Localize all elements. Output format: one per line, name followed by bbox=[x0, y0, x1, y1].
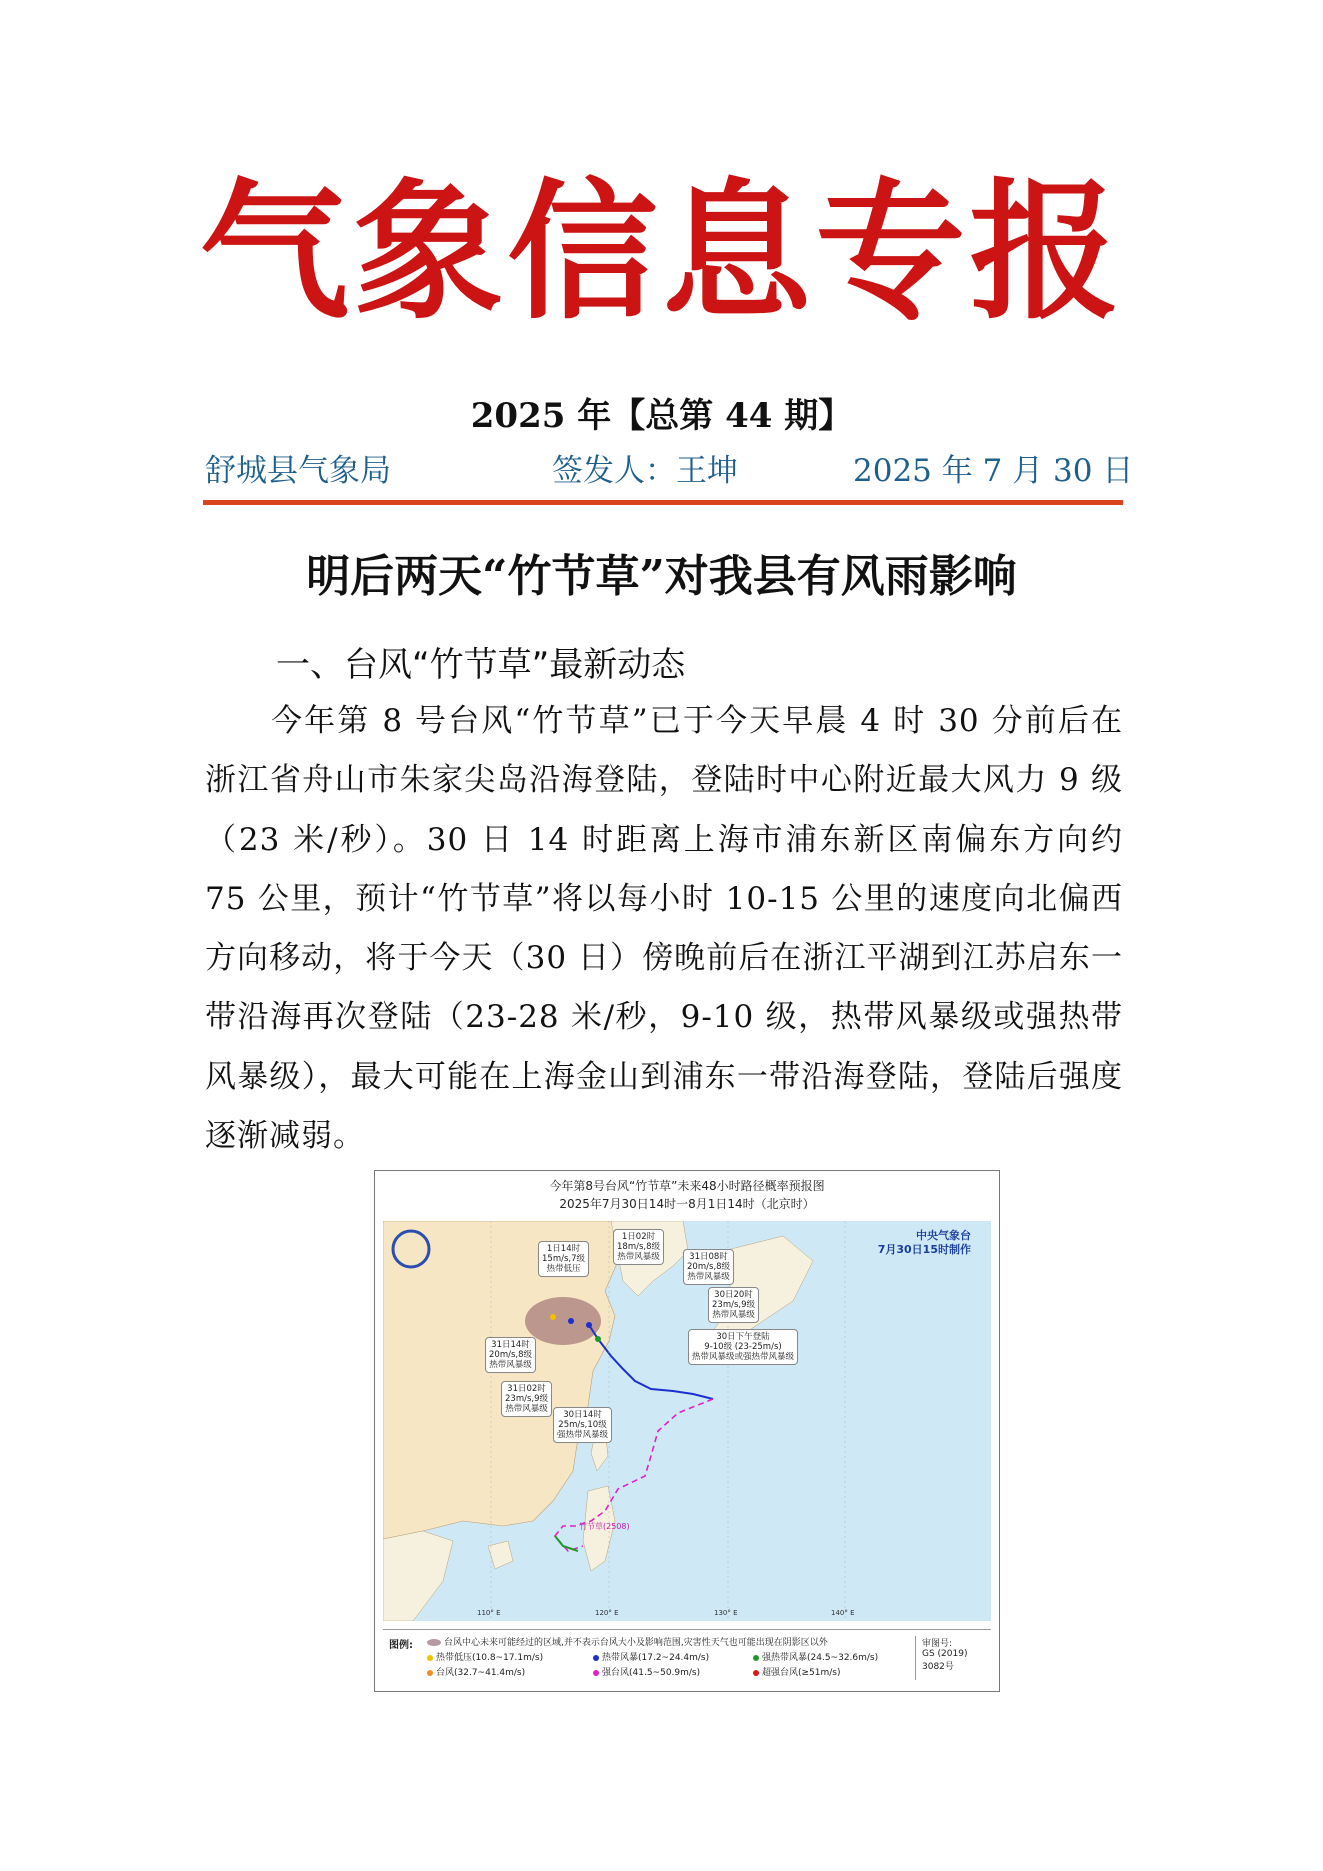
legend-dot bbox=[427, 1670, 433, 1676]
forecast-map bbox=[383, 1221, 991, 1621]
legend-dot bbox=[427, 1655, 433, 1661]
legend-item: 强台风(41.5~50.9m/s) bbox=[593, 1665, 700, 1678]
legend-dot bbox=[753, 1670, 759, 1676]
signer: 签发人：王坤 bbox=[552, 453, 738, 489]
forecast-point bbox=[595, 1336, 601, 1342]
header-divider bbox=[203, 500, 1123, 505]
forecast-callout: 30日14时 25m/s,10级 强热带风暴级 bbox=[553, 1407, 612, 1443]
legend-label: 图例: bbox=[389, 1640, 413, 1651]
legend-item: 超强台风(≥51m/s) bbox=[753, 1665, 841, 1678]
legend-dot bbox=[753, 1655, 759, 1661]
document-title: 明后两天“竹节草”对我县有风雨影响 bbox=[306, 551, 1017, 602]
lon-tick: 140° E bbox=[831, 1609, 855, 1617]
lon-tick: 110° E bbox=[477, 1609, 501, 1617]
agency-time: 7月30日15时制作 bbox=[877, 1243, 971, 1256]
forecast-point bbox=[586, 1322, 592, 1328]
legend-dot bbox=[593, 1655, 599, 1661]
lon-tick: 130° E bbox=[714, 1609, 738, 1617]
lon-tick: 120° E bbox=[595, 1609, 619, 1617]
forecast-callout: 31日14时 20m/s,8级 热带风暴级 bbox=[485, 1337, 536, 1373]
legend-item: 强热带风暴(24.5~32.6m/s) bbox=[753, 1650, 878, 1663]
forecast-callout: 31日08时 20m/s,8级 热带风暴级 bbox=[683, 1249, 734, 1285]
forecast-point bbox=[568, 1318, 574, 1324]
figure-title: 今年第8号台风“竹节草”未来48小时路径概率预报图 bbox=[549, 1179, 825, 1193]
probability-cone bbox=[525, 1297, 601, 1345]
issue-number: 2025 年【总第 44 期】 bbox=[470, 396, 853, 436]
hainan bbox=[488, 1541, 513, 1569]
forecast-callout: 30日20时 23m/s,9级 热带风暴级 bbox=[708, 1287, 759, 1323]
map-approval-number: 审图号: GS (2019) 3082号 bbox=[915, 1636, 991, 1680]
forecast-callout: 30日下午登陆 9-10级 (23-25m/s) 热带风暴级或强热带风暴级 bbox=[688, 1329, 798, 1365]
legend-item: 台风(32.7~41.4m/s) bbox=[427, 1665, 525, 1678]
indochina bbox=[383, 1531, 453, 1621]
figure-subtitle: 2025年7月30日14时一8月1日14时（北京时） bbox=[559, 1197, 815, 1211]
section-heading: 一、台风“竹节草”最新动态 bbox=[276, 645, 686, 685]
figure-legend bbox=[383, 1629, 991, 1686]
legend-item: 热带低压(10.8~17.1m/s) bbox=[427, 1650, 543, 1663]
typhoon-name-label: 竹节草(2508) bbox=[579, 1522, 630, 1531]
forecast-callout: 1日02时 18m/s,8级 热带风暴级 bbox=[613, 1229, 664, 1265]
legend-item: 热带风暴(17.2~24.4m/s) bbox=[593, 1650, 709, 1663]
cone-swatch bbox=[427, 1639, 441, 1646]
legend-dot bbox=[593, 1670, 599, 1676]
forecast-callout: 1日14时 15m/s,7级 热带低压 bbox=[538, 1241, 589, 1277]
masthead-title: 气象信息专报 bbox=[199, 166, 1124, 340]
issuing-organization: 舒城县气象局 bbox=[205, 453, 391, 489]
section-paragraph: 今年第 8 号台风“竹节草”已于今天早晨 4 时 30 分前后在浙江省舟山市朱家尖岛沿海登陆，登陆时中心附近最大风力 9 级（23 米/秒）。30 日 14 时距离上海市浦东新区南偏东方向约 75 公里，预计“竹节草”将以每小时 10-15 公里的速度向北偏西方向移动，将于今天（30 日）傍晚前后在浙江平湖到江苏启东一带沿海再次登陆（23-28 米/秒，9-10 级，热带风暴级或强热带风暴级），最大可能在上海金山到浦东一带沿海登陆，登陆后强度逐渐减弱。 bbox=[205, 703, 1123, 1155]
forecast-point bbox=[550, 1314, 556, 1320]
agency-name: 中央气象台 bbox=[916, 1229, 971, 1242]
forecast-callout: 31日02时 23m/s,9级 热带风暴级 bbox=[501, 1381, 552, 1417]
legend-note: 台风中心未来可能经过的区域,并不表示台风大小及影响范围,灾害性天气也可能出现在阴影区以外 bbox=[427, 1635, 828, 1648]
typhoon-forecast-figure bbox=[374, 1170, 1000, 1692]
issue-date: 2025 年 7 月 30 日 bbox=[853, 453, 1134, 489]
